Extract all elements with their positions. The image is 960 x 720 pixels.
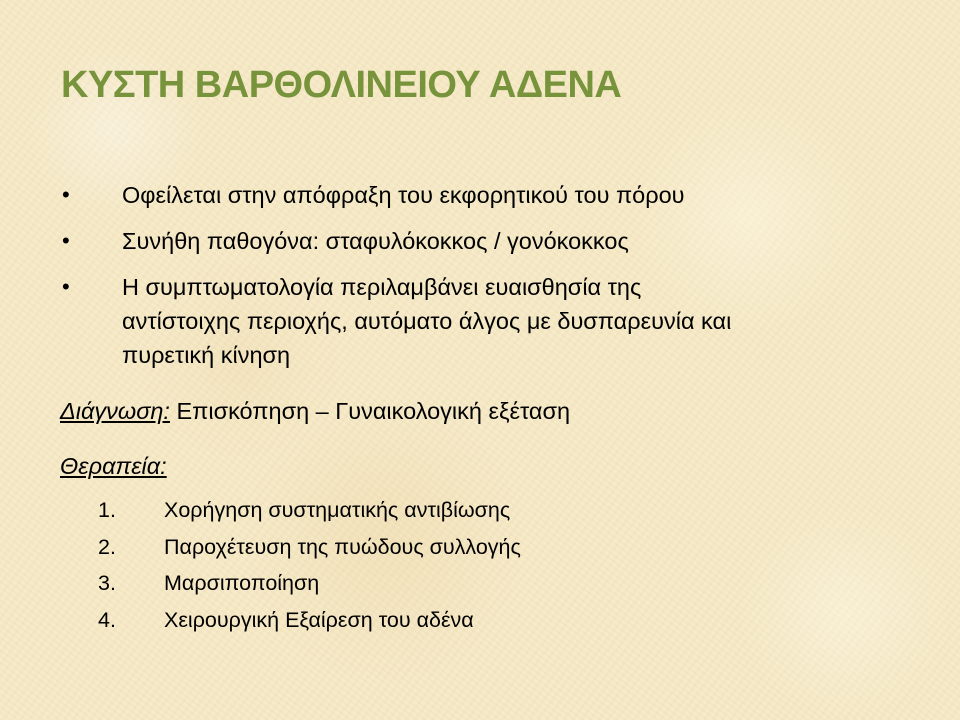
- therapy-step: [98, 492, 521, 529]
- therapy-step: [98, 565, 521, 602]
- step-text: Χειρουργική Εξαίρεση του αδένα: [164, 607, 474, 632]
- therapy-label: Θεραπεία:: [60, 453, 167, 479]
- step-number: 3.: [98, 571, 116, 595]
- bullet-dot-icon: •: [62, 228, 70, 253]
- step-text: Μαρσιποποίηση: [164, 571, 320, 595]
- step-number: 2.: [98, 534, 116, 559]
- step-number: 4.: [98, 607, 116, 632]
- step-number: 1.: [98, 498, 116, 522]
- bullet-dot-icon: •: [62, 274, 70, 299]
- therapy-steps: [98, 492, 521, 638]
- bullet-item: [60, 270, 882, 372]
- bullet-text: Οφείλεται στην απόφραξη του εκφορητικού του πόρου: [122, 182, 685, 208]
- diagnosis-line: [60, 398, 570, 425]
- bullet-item: [60, 224, 882, 258]
- bullet-text: αντίστοιχης περιοχής, αυτόματο άλγος με δυσπαρευνία και: [122, 308, 732, 334]
- step-text: Χορήγηση συστηματικής αντιβίωσης: [164, 498, 511, 522]
- bullet-text: Συνήθη παθογόνα: σταφυλόκοκκος / γονόκοκκος: [122, 228, 629, 254]
- therapy-step: [98, 529, 521, 566]
- diagnosis-text: Επισκόπηση – Γυναικολογική εξέταση: [169, 398, 571, 424]
- therapy-heading: [60, 453, 167, 480]
- diagnosis-label: Διάγνωση:: [60, 398, 170, 424]
- slide-title: ΚΥΣΤΗ ΒΑΡΘΟΛΙΝΕΙΟΥ ΑΔΕΝΑ: [61, 64, 622, 106]
- bullet-list: [60, 178, 882, 384]
- bullet-item: [60, 178, 882, 212]
- step-text: Παροχέτευση της πυώδους συλλογής: [164, 534, 521, 559]
- bullet-text: πυρετική κίνηση: [122, 342, 291, 368]
- bullet-text: Η συμπτωματολογία περιλαμβάνει ευαισθησία της: [122, 274, 642, 300]
- bullet-dot-icon: •: [62, 182, 70, 207]
- therapy-step: [98, 602, 521, 639]
